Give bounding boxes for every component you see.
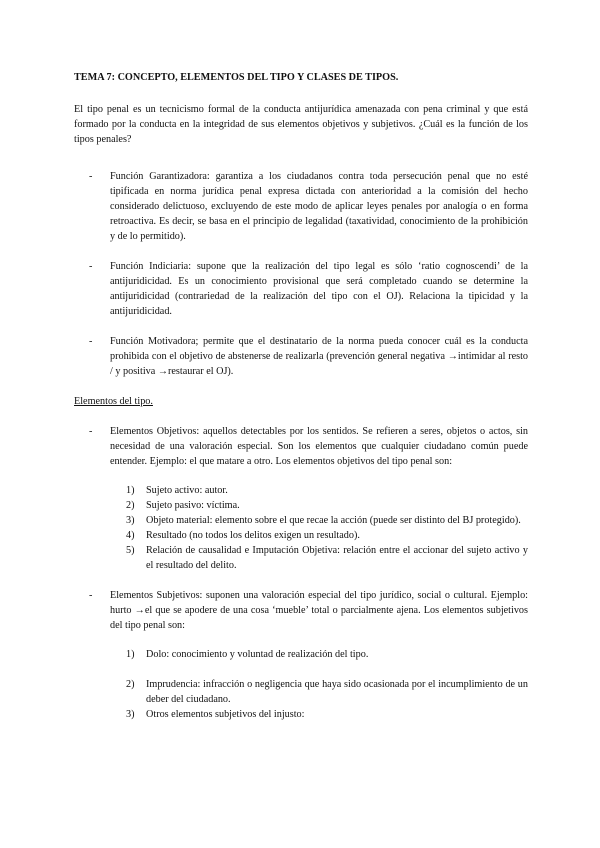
function-text: Función Motivadora; permite que el destinatario de la norma pueda conocer cuál es la conducta prohibida con el objetivo de abstenerse de realizarla (prevención general negativa →intimidar al resto / y positiva →restaurar el OJ).: [110, 336, 528, 377]
list-item: [74, 543, 528, 573]
list-item-text: Otros elementos subjetivos del injusto:: [146, 709, 305, 720]
intro-paragraph: El tipo penal es un tecnicismo formal de la conducta antijurídica amenazada con pena criminal y que está formado por la conducta en la integridad de sus elementos objetivos y subjetivos. ¿Cuál es la función de los tipos penales?: [74, 104, 528, 145]
list-item-text: Sujeto pasivo: víctima.: [146, 500, 240, 511]
list-number: 3): [126, 709, 135, 720]
list-number: 1): [126, 485, 135, 496]
section-heading: Elementos del tipo.: [74, 396, 153, 407]
list-item-text: Sujeto activo: autor.: [146, 485, 228, 496]
list-item: [74, 528, 528, 543]
document-title: TEMA 7: CONCEPTO, ELEMENTOS DEL TIPO Y CLASES DE TIPOS.: [74, 72, 399, 83]
list-item: [74, 498, 528, 513]
subjective-list: [74, 647, 528, 722]
function-text: Función Garantizadora: garantiza a los ciudadanos contra toda persecución penal que no esté tipificada en norma jurídica penal expresa dictada con anterioridad a la comisión del hecho considerado delictuoso, excluyendo de este modo de aplicar leyes penales por analogía o en forma retroactiva. Es decir, se basa en el principio de legalidad (taxatividad, conocimiento de la prohibición y de lo permitido).: [110, 171, 528, 242]
list-number: 5): [126, 545, 135, 556]
list-item-text: Resultado (no todos los delitos exigen un resultado).: [146, 530, 360, 541]
objective-elements: [74, 424, 528, 469]
list-item-text: Relación de causalidad e Imputación Objetiva: relación entre el accionar del sujeto activo y el resultado del delito.: [146, 545, 528, 571]
list-number: 3): [126, 515, 135, 526]
list-number: 2): [126, 500, 135, 511]
objective-text: Elementos Objetivos: aquellos detectables por los sentidos. Se refieren a seres, objetos o actos, sin necesidad de una valoración especial. Son los elementos que cualquier ciudadano común puede entender. Ejemplo: el que matare a otro. Los elementos objetivos del tipo penal son:: [110, 426, 528, 467]
list-item-text: Dolo: conocimiento y voluntad de realización del tipo.: [146, 649, 369, 660]
list-item: [74, 677, 528, 707]
function-text: Función Indiciaria: supone que la realización del tipo legal es sólo ‘ratio cognoscendi’ de la antijuridicidad. Es un conocimiento provisional que será completado cuando se determine la antijuridicidad (contrariedad de la realización del tipo con el OJ). Relaciona la tipicidad y la antijuridicidad.: [110, 261, 528, 317]
list-item: [74, 707, 528, 722]
subjective-text: Elementos Subjetivos: suponen una valoración especial del tipo jurídico, social o cultural. Ejemplo: hurto →el que se apodere de una cosa ‘mueble’ total o parcialmente ajena. Los elementos subjetivos del tipo penal son:: [110, 590, 528, 631]
dash-bullet: -: [89, 171, 93, 182]
dash-bullet: -: [89, 261, 93, 272]
list-item: [74, 513, 528, 528]
list-number: 2): [126, 679, 135, 690]
function-indiciaria: [74, 259, 528, 319]
objective-list: [74, 483, 528, 573]
list-number: 1): [126, 649, 135, 660]
list-item-text: Objeto material: elemento sobre el que recae la acción (puede ser distinto del BJ protegido).: [146, 515, 521, 526]
dash-bullet: -: [89, 336, 93, 347]
function-garantizadora: [74, 169, 528, 244]
list-number: 4): [126, 530, 135, 541]
document-page: [74, 70, 528, 722]
subjective-elements: [74, 588, 528, 633]
list-item: [74, 647, 528, 662]
dash-bullet: -: [89, 426, 93, 437]
list-item: [74, 483, 528, 498]
list-item-text: Imprudencia: infracción o negligencia que haya sido ocasionada por el incumplimiento de un deber del ciudadano.: [146, 679, 528, 705]
function-motivadora: [74, 334, 528, 379]
dash-bullet: -: [89, 590, 93, 601]
